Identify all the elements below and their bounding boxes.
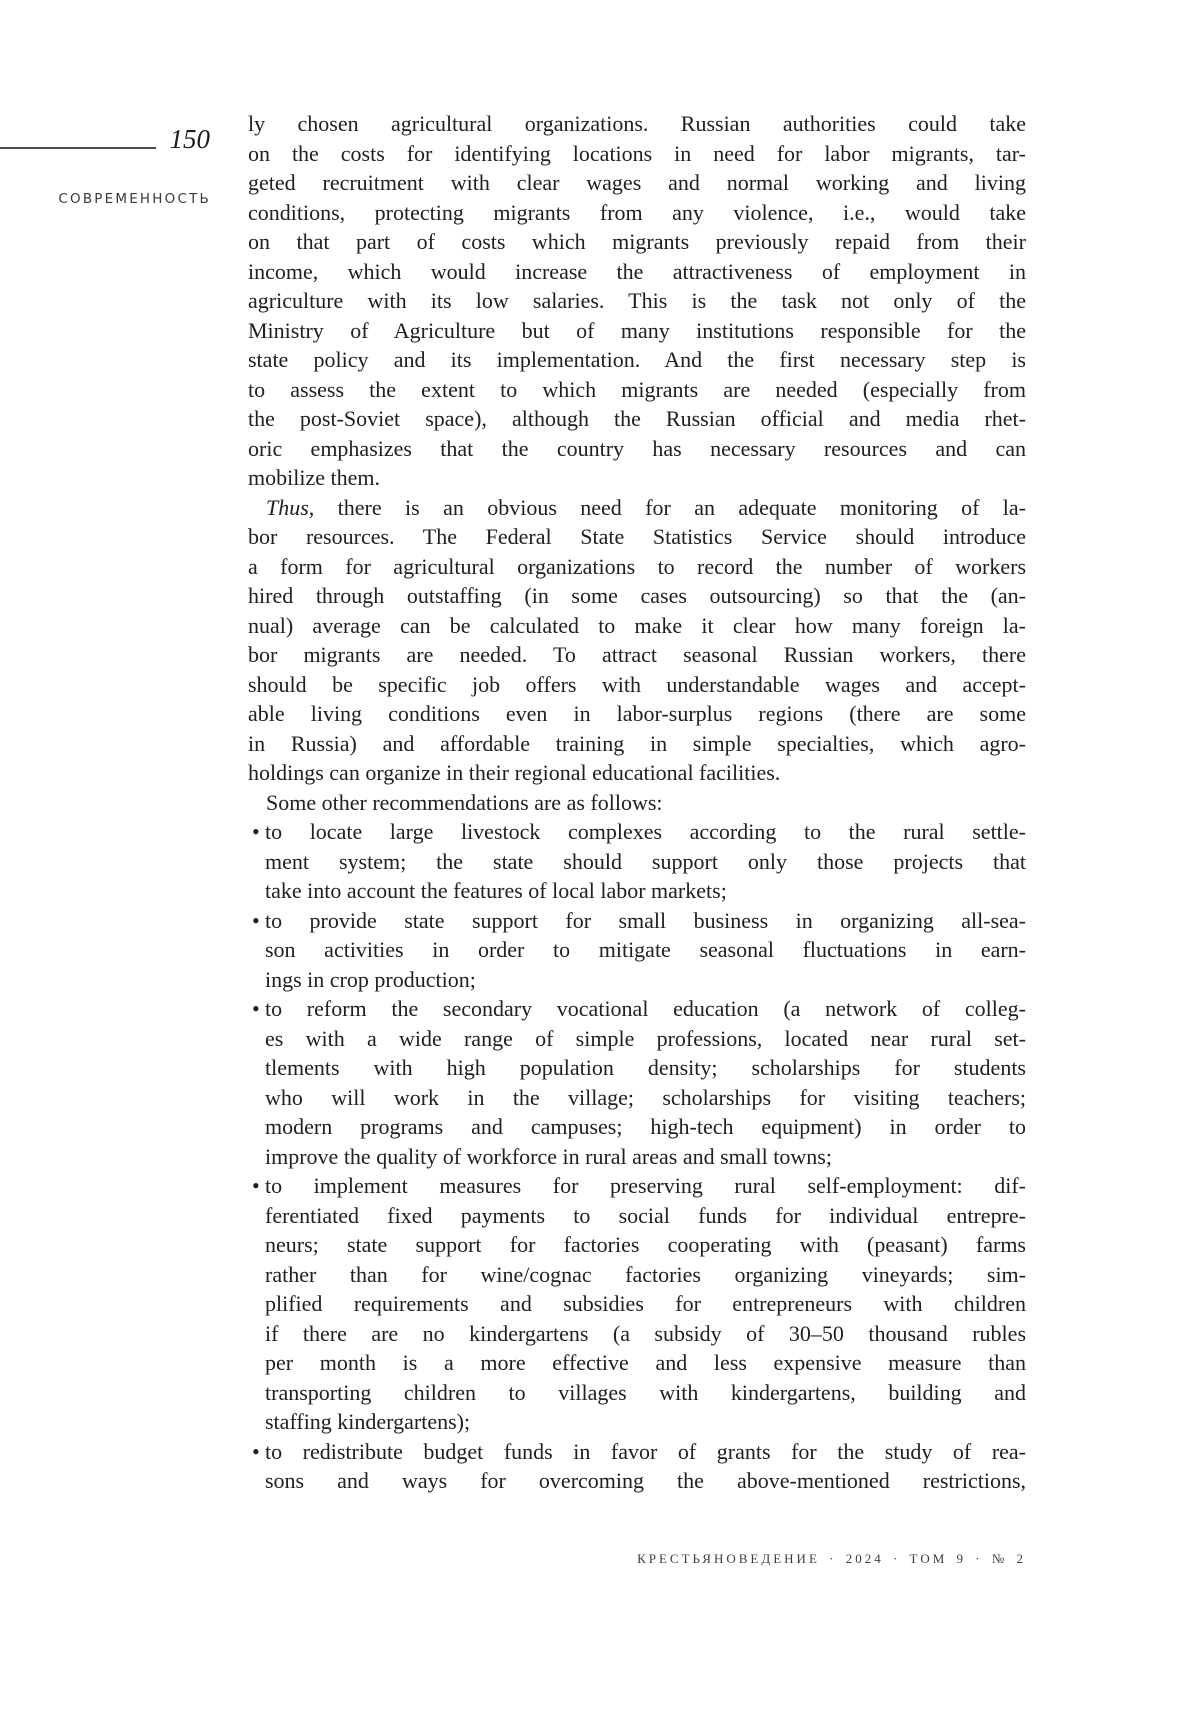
page-number: 150 [169,124,210,154]
text-line: take into account the features of local labor markets; [265,878,727,903]
text-line: conditions, protecting migrants from any violence, i.e., would take [248,199,1026,225]
text-line: who will work in the village; scholarships for visiting teachers; [265,1084,1026,1110]
text-line: if there are no kindergartens (a subsidy of 30–50 thousand rubles [265,1320,1026,1346]
text-line: bor migrants are needed. To attract seasonal Russian workers, there [248,642,1026,667]
text-line: modern programs and campuses; high-tech equipment) in order to [265,1114,1026,1139]
text-line: es with a wide range of simple professions, located near rural set- [265,1025,1026,1051]
paragraph [248,493,1026,788]
text-line: on the costs for identifying locations in need for labor migrants, tar- [248,140,1026,166]
bullet-icon: • [252,1438,260,1464]
bullet-item [248,994,1026,1171]
text-line: should be specific job offers with understandable wages and accept- [248,671,1026,697]
text-line: ferentiated fixed payments to social funds for individual entrepre- [265,1202,1026,1228]
text-line: on that part of costs which migrants previously repaid from their [248,229,1026,254]
text-line: • to locate large livestock complexes according to the rural settle- [248,817,1026,847]
text-line: rather than for wine/cognac factories organizing vineyards; sim- [265,1261,1026,1287]
section-rubric: СОВРЕМЕННОСТЬ [58,191,211,207]
text-line: nual) average can be calculated to make it clear how many foreign la- [248,612,1026,638]
bullet-item [248,906,1026,995]
text-line: in Russia) and affordable training in simple specialties, which agro- [248,730,1026,756]
text-line: able living conditions even in labor-surplus regions (there are some [248,701,1026,726]
paragraph [248,788,1026,818]
text-line: agriculture with its low salaries. This is the task not only of the [248,288,1026,313]
text-line: oric emphasizes that the country has necessary resources and can [248,435,1026,461]
text-line: Thus, there is an obvious need for an adequate monitoring of la- [266,494,1026,520]
text-line: • to implement measures for preserving rural self-employment: dif- [248,1171,1026,1201]
text-line: ly chosen agricultural organizations. Russian authorities could take [248,111,1026,136]
text-line: holdings can organize in their regional educational facilities. [248,760,781,785]
text-line: • to provide state support for small business in organizing all-sea- [248,906,1026,936]
text-line: ment system; the state should support only those projects that [265,848,1026,874]
text-line: • to redistribute budget funds in favor of grants for the study of rea- [248,1437,1026,1467]
text-line: a form for agricultural organizations to record the number of workers [248,553,1026,579]
text-line: state policy and its implementation. And the first necessary step is [248,347,1026,372]
text-line: income, which would increase the attractiveness of employment in [248,258,1026,284]
bullet-icon: • [252,907,260,933]
journal-footer: КРЕСТЬЯНОВЕДЕНИЕ · 2024 · ТОМ 9 · № 2 [637,1551,1026,1566]
text-line: sons and ways for overcoming the above-mentioned restrictions, [265,1468,1026,1493]
text-line: transporting children to villages with kindergartens, building and [265,1379,1026,1405]
text-line: per month is a more effective and less expensive measure than [265,1350,1026,1375]
text-line: to assess the extent to which migrants are needed (especially from [248,376,1026,402]
bullet-icon: • [252,819,260,844]
bullet-icon: • [252,996,260,1021]
bullet-item [248,1171,1026,1437]
text-line: plified requirements and subsidies for entrepreneurs with children [265,1291,1026,1316]
text-line: staffing kindergartens); [265,1409,471,1434]
text-line: the post-Soviet space), although the Russian official and media rhet- [248,406,1026,431]
text-line: Ministry of Agriculture but of many institutions responsible for the [248,317,1026,343]
bullet-item [248,817,1026,906]
text-line: mobilize them. [248,465,380,490]
text-line: hired through outstaffing (in some cases outsourcing) so that the (an- [248,583,1026,608]
text-line: • to reform the secondary vocational education (a network of colleg- [248,994,1026,1024]
text-line: improve the quality of workforce in rural areas and small towns; [265,1143,832,1169]
text-line: bor resources. The Federal State Statistics Service should introduce [248,524,1026,549]
text-line: geted recruitment with clear wages and normal working and living [248,170,1026,195]
bullet-item [248,1437,1026,1496]
bullet-icon: • [252,1173,260,1198]
text-line: neurs; state support for factories cooperating with (peasant) farms [265,1232,1026,1257]
paragraph [248,109,1026,493]
text-column [248,109,1026,1496]
italic-lead: Thus [266,494,309,520]
text-line: tlements with high population density; scholarships for students [265,1055,1026,1080]
text-line: son activities in order to mitigate seasonal fluctuations in earn- [265,937,1026,962]
text-line: ings in crop production; [265,966,476,992]
text-line: Some other recommendations are as follows: [266,789,663,815]
